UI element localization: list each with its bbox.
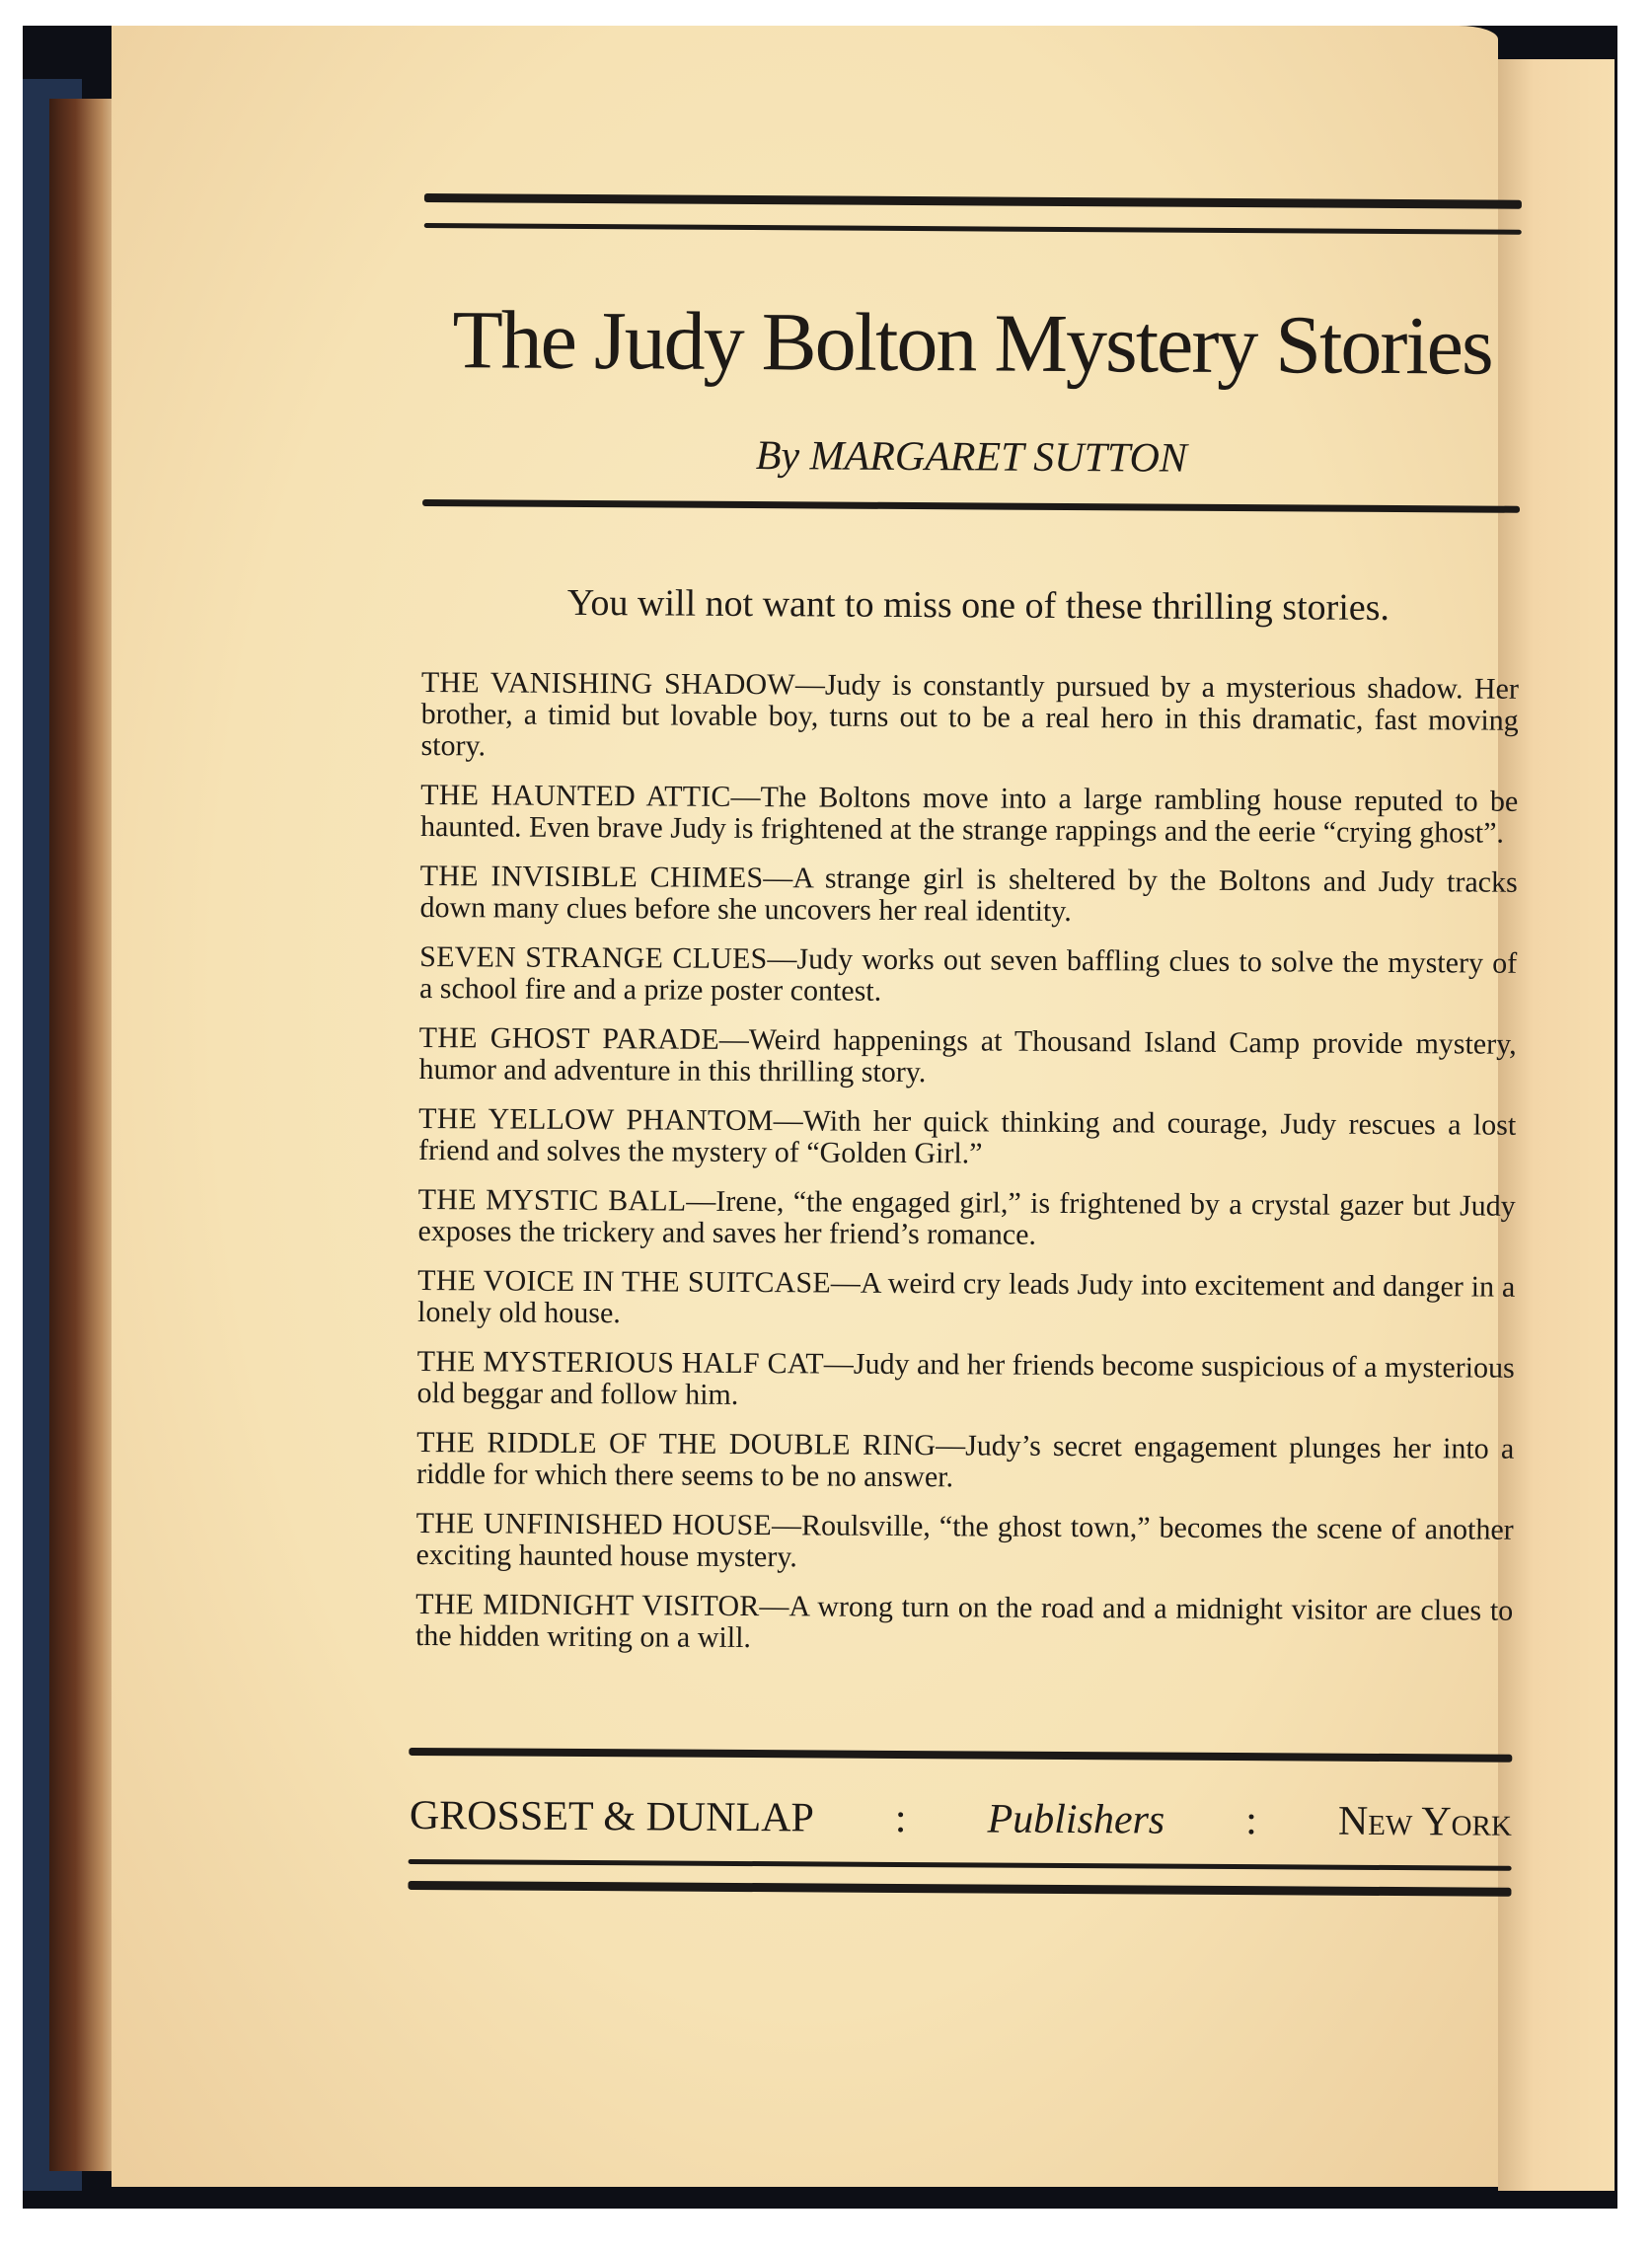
book-entry (420, 667, 1519, 769)
publisher-line (410, 1792, 1512, 1846)
book-title: SEVEN STRANGE CLUES (419, 939, 768, 976)
separator: : (1245, 1798, 1258, 1844)
book-entry (420, 780, 1518, 850)
book-title: THE RIDDLE OF THE DOUBLE RING (416, 1425, 937, 1462)
book-description: —Judy works out seven baffling clues to solve the mystery of a school fire and a prize poster contest. (418, 942, 1518, 1008)
publisher-name: GROSSET & DUNLAP (409, 1792, 815, 1841)
book-description: —The Boltons move into a large rambling house reputed to be haunted. Even brave Judy is frightened at the strange rappings and the eerie “crying ghost”. (419, 780, 1519, 850)
publisher-city: New York (1337, 1798, 1512, 1845)
book-title: THE VANISHING SHADOW (420, 665, 795, 702)
page-content (409, 26, 1523, 1845)
book-description: —Judy is constantly pursued by a mysterious shadow. Her brother, a timid but lovable boy, turns out to be a real hero in this dramatic, fast moving story. (420, 668, 1519, 763)
book-entry (416, 1427, 1514, 1497)
book-entry (415, 1589, 1513, 1659)
book-entry (418, 1103, 1516, 1173)
footer-rule-thick (408, 1881, 1511, 1897)
book-title: THE GHOST PARADE (418, 1020, 719, 1056)
separator: : (894, 1795, 907, 1842)
book-entry (416, 1346, 1514, 1416)
book-description: —Roulsville, “the ghost town,” becomes the scene of another exciting haunted house mystery. (415, 1509, 1514, 1574)
book-description: —Weird happenings at Thousand Island Camp provide mystery, humor and adventure in this thrilling story. (418, 1022, 1517, 1089)
book-spine-edge (49, 99, 114, 2171)
book-title: THE HAUNTED ATTIC (420, 778, 731, 813)
footer-rule-top (409, 1748, 1512, 1762)
book-description: —A weird cry leads Judy into excitement and danger in a lonely old house. (416, 1266, 1516, 1330)
book-title: THE UNFINISHED HOUSE (415, 1506, 773, 1542)
book-page (112, 26, 1519, 2187)
publisher-role: Publishers (987, 1796, 1165, 1843)
book-description: —Irene, “the engaged girl,” is frightened by a crystal gazer but Judy exposes the trickery and saves her friend’s romance. (417, 1184, 1516, 1251)
top-rule-thick (424, 193, 1522, 209)
footer-rule-thin (409, 1859, 1512, 1871)
book-description: —A strange girl is sheltered by the Boltons and Judy tracks down many clues before she uncovers her real identity. (419, 862, 1518, 929)
intro-text: You will not want to miss one of these thrilling stories. (566, 581, 1390, 629)
book-entry (418, 1022, 1516, 1092)
book-description: —With her quick thinking and courage, Judy rescues a lost friend and solves the mystery of “Golden Girl.” (417, 1104, 1517, 1170)
book-description: —Judy’s secret engagement plunges her into a riddle for which there seems to be no answer. (415, 1429, 1515, 1494)
book-entry (415, 1508, 1513, 1578)
book-entry (417, 1184, 1515, 1254)
book-title: THE MYSTIC BALL (417, 1182, 687, 1218)
book-title: THE INVISIBLE CHIMES (419, 859, 764, 895)
byline-rule (422, 499, 1520, 513)
book-title: THE MYSTERIOUS HALF CAT (416, 1344, 824, 1381)
book-title: THE YELLOW PHANTOM (418, 1101, 774, 1138)
book-title: THE MIDNIGHT VISITOR (415, 1587, 760, 1623)
author-byline: By MARGARET SUTTON (755, 433, 1188, 482)
book-entry (419, 941, 1517, 1012)
book-entry (419, 861, 1517, 931)
book-list (415, 667, 1519, 1677)
page-title: The Judy Bolton Mystery Stories (452, 294, 1492, 393)
book-description: —A wrong turn on the road and a midnight visitor are clues to the hidden writing on a will. (414, 1590, 1514, 1655)
top-rule-thin (424, 223, 1522, 235)
book-description: —Judy and her friends become suspicious of a mysterious old beggar and follow him. (416, 1347, 1515, 1411)
book-title: THE VOICE IN THE SUITCASE (417, 1263, 831, 1300)
book-entry (417, 1265, 1515, 1335)
